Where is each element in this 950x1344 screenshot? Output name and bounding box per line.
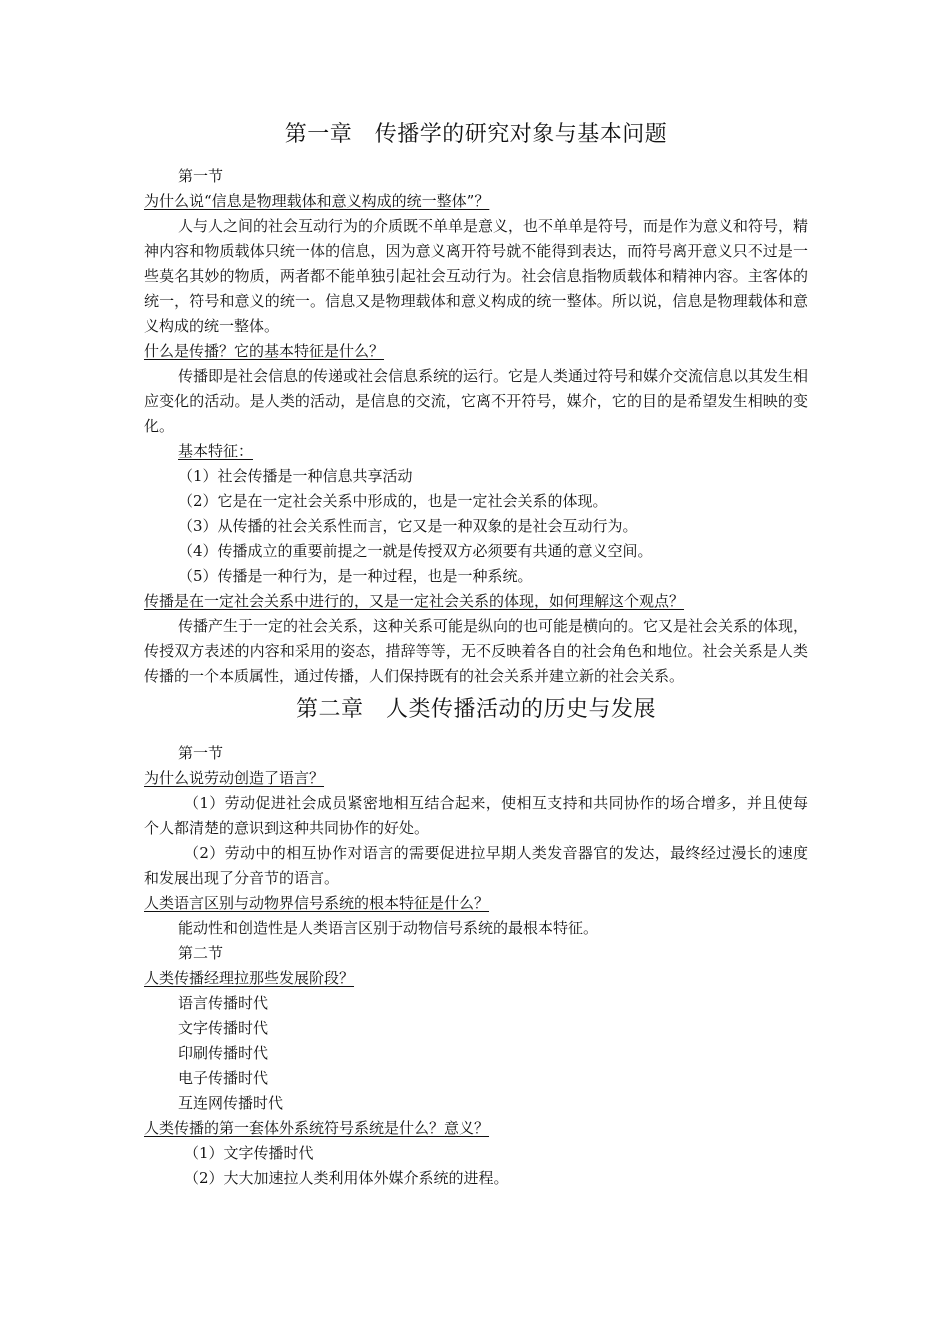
chapter2-question-2: 人类语言区别与动物界信号系统的根本特征是什么？ bbox=[144, 894, 490, 912]
answer-item: （1）文字传播时代 bbox=[184, 1144, 314, 1162]
stage-item: 文字传播时代 bbox=[178, 1019, 269, 1037]
chapter2-answer-1-part1: （1）劳动促进社会成员紧密地相互结合起来，使相互支持和共同协作的场合增多，并且使每个人都清楚的意识到这种共同协作的好处。 bbox=[144, 794, 808, 837]
answer-item: （2）大大加速拉人类利用体外媒介系统的进程。 bbox=[184, 1169, 509, 1187]
chapter2-question-3: 人类传播经理拉那些发展阶段？ bbox=[144, 969, 355, 987]
chapter1-question-3: 传播是在一定社会关系中进行的，又是一定社会关系的体现，如何理解这个观点？ bbox=[144, 592, 685, 610]
chapter1-answer-2: 传播即是社会信息的传递或社会信息系统的运行。它是人类通过符号和媒介交流信息以其发生相应变化的活动。是人类的活动，是信息的交流，它离不开符号，媒介，它的目的是希望发生相映的变化。 bbox=[144, 367, 809, 435]
feature-item: （1）社会传播是一种信息共享活动 bbox=[178, 467, 413, 485]
stage-item: 互连网传播时代 bbox=[178, 1094, 284, 1112]
feature-item: （3）从传播的社会关系性而言，它又是一种双象的是社会互动行为。 bbox=[178, 517, 638, 535]
chapter1-answer-1: 人与人之间的社会互动行为的介质既不单单是意义，也不单单是符号，而是作为意义和符号，精神内容和物质载体只统一体的信息，因为意义离开符号就不能得到表达，而符号离开意义只不过是一些莫名其妙的物质，两者都不能单独引起社会互动行为。社会信息指物质载体和精神内容。主客体的统一，符号和意义的统一。信息又是物理载体和意义构成的统一整体。所以说，信息是物理载体和意义构成的统一整体。 bbox=[144, 217, 809, 335]
stage-item: 电子传播时代 bbox=[178, 1069, 269, 1087]
chapter2-answer-2: 能动性和创造性是人类语言区别于动物信号系统的最根本特征。 bbox=[178, 919, 599, 937]
features-label-line bbox=[144, 439, 808, 464]
chapter2-answer-1-part2: （2）劳动中的相互协作对语言的需要促进拉早期人类发音器官的发达，最终经过漫长的速度和发展出现了分音节的语言。 bbox=[144, 844, 808, 887]
chapter1-question-1: 为什么说“信息是物理载体和意义构成的统一整体”？ bbox=[144, 192, 490, 210]
document-page bbox=[144, 118, 808, 1191]
feature-item: （2）它是在一定社会关系中形成的，也是一定社会关系的体现。 bbox=[178, 492, 608, 510]
stage-item: 语言传播时代 bbox=[178, 994, 269, 1012]
chapter2-title: 第二章 人类传播活动的历史与发展 bbox=[295, 697, 656, 722]
chapter1-section1-heading: 第一节 bbox=[178, 167, 224, 185]
stage-item: 印刷传播时代 bbox=[178, 1044, 269, 1062]
features-label: 基本特征： bbox=[178, 442, 254, 460]
chapter1-answer-3: 传播产生于一定的社会关系，这种关系可能是纵向的也可能是横向的。它又是社会关系的体现，传授双方表述的内容和采用的姿态，措辞等等，无不反映着各自的社会角色和地位。社会关系是人类传播的一个本质属性，通过传播，人们保持既有的社会关系并建立新的社会关系。 bbox=[144, 617, 809, 685]
chapter2-question-4: 人类传播的第一套体外系统符号系统是什么？意义？ bbox=[144, 1119, 490, 1137]
feature-item: （5）传播是一种行为，是一种过程，也是一种系统。 bbox=[178, 567, 533, 585]
chapter2-question-1: 为什么说劳动创造了语言？ bbox=[144, 769, 325, 787]
chapter1-question-2: 什么是传播？它的基本特征是什么？ bbox=[144, 342, 385, 360]
chapter2-section1-heading: 第一节 bbox=[178, 744, 224, 762]
chapter1-title: 第一章 传播学的研究对象与基本问题 bbox=[284, 122, 668, 147]
feature-item: （4）传播成立的重要前提之一就是传授双方必须要有共通的意义空间。 bbox=[178, 542, 653, 560]
chapter2-section2-heading: 第二节 bbox=[178, 944, 224, 962]
